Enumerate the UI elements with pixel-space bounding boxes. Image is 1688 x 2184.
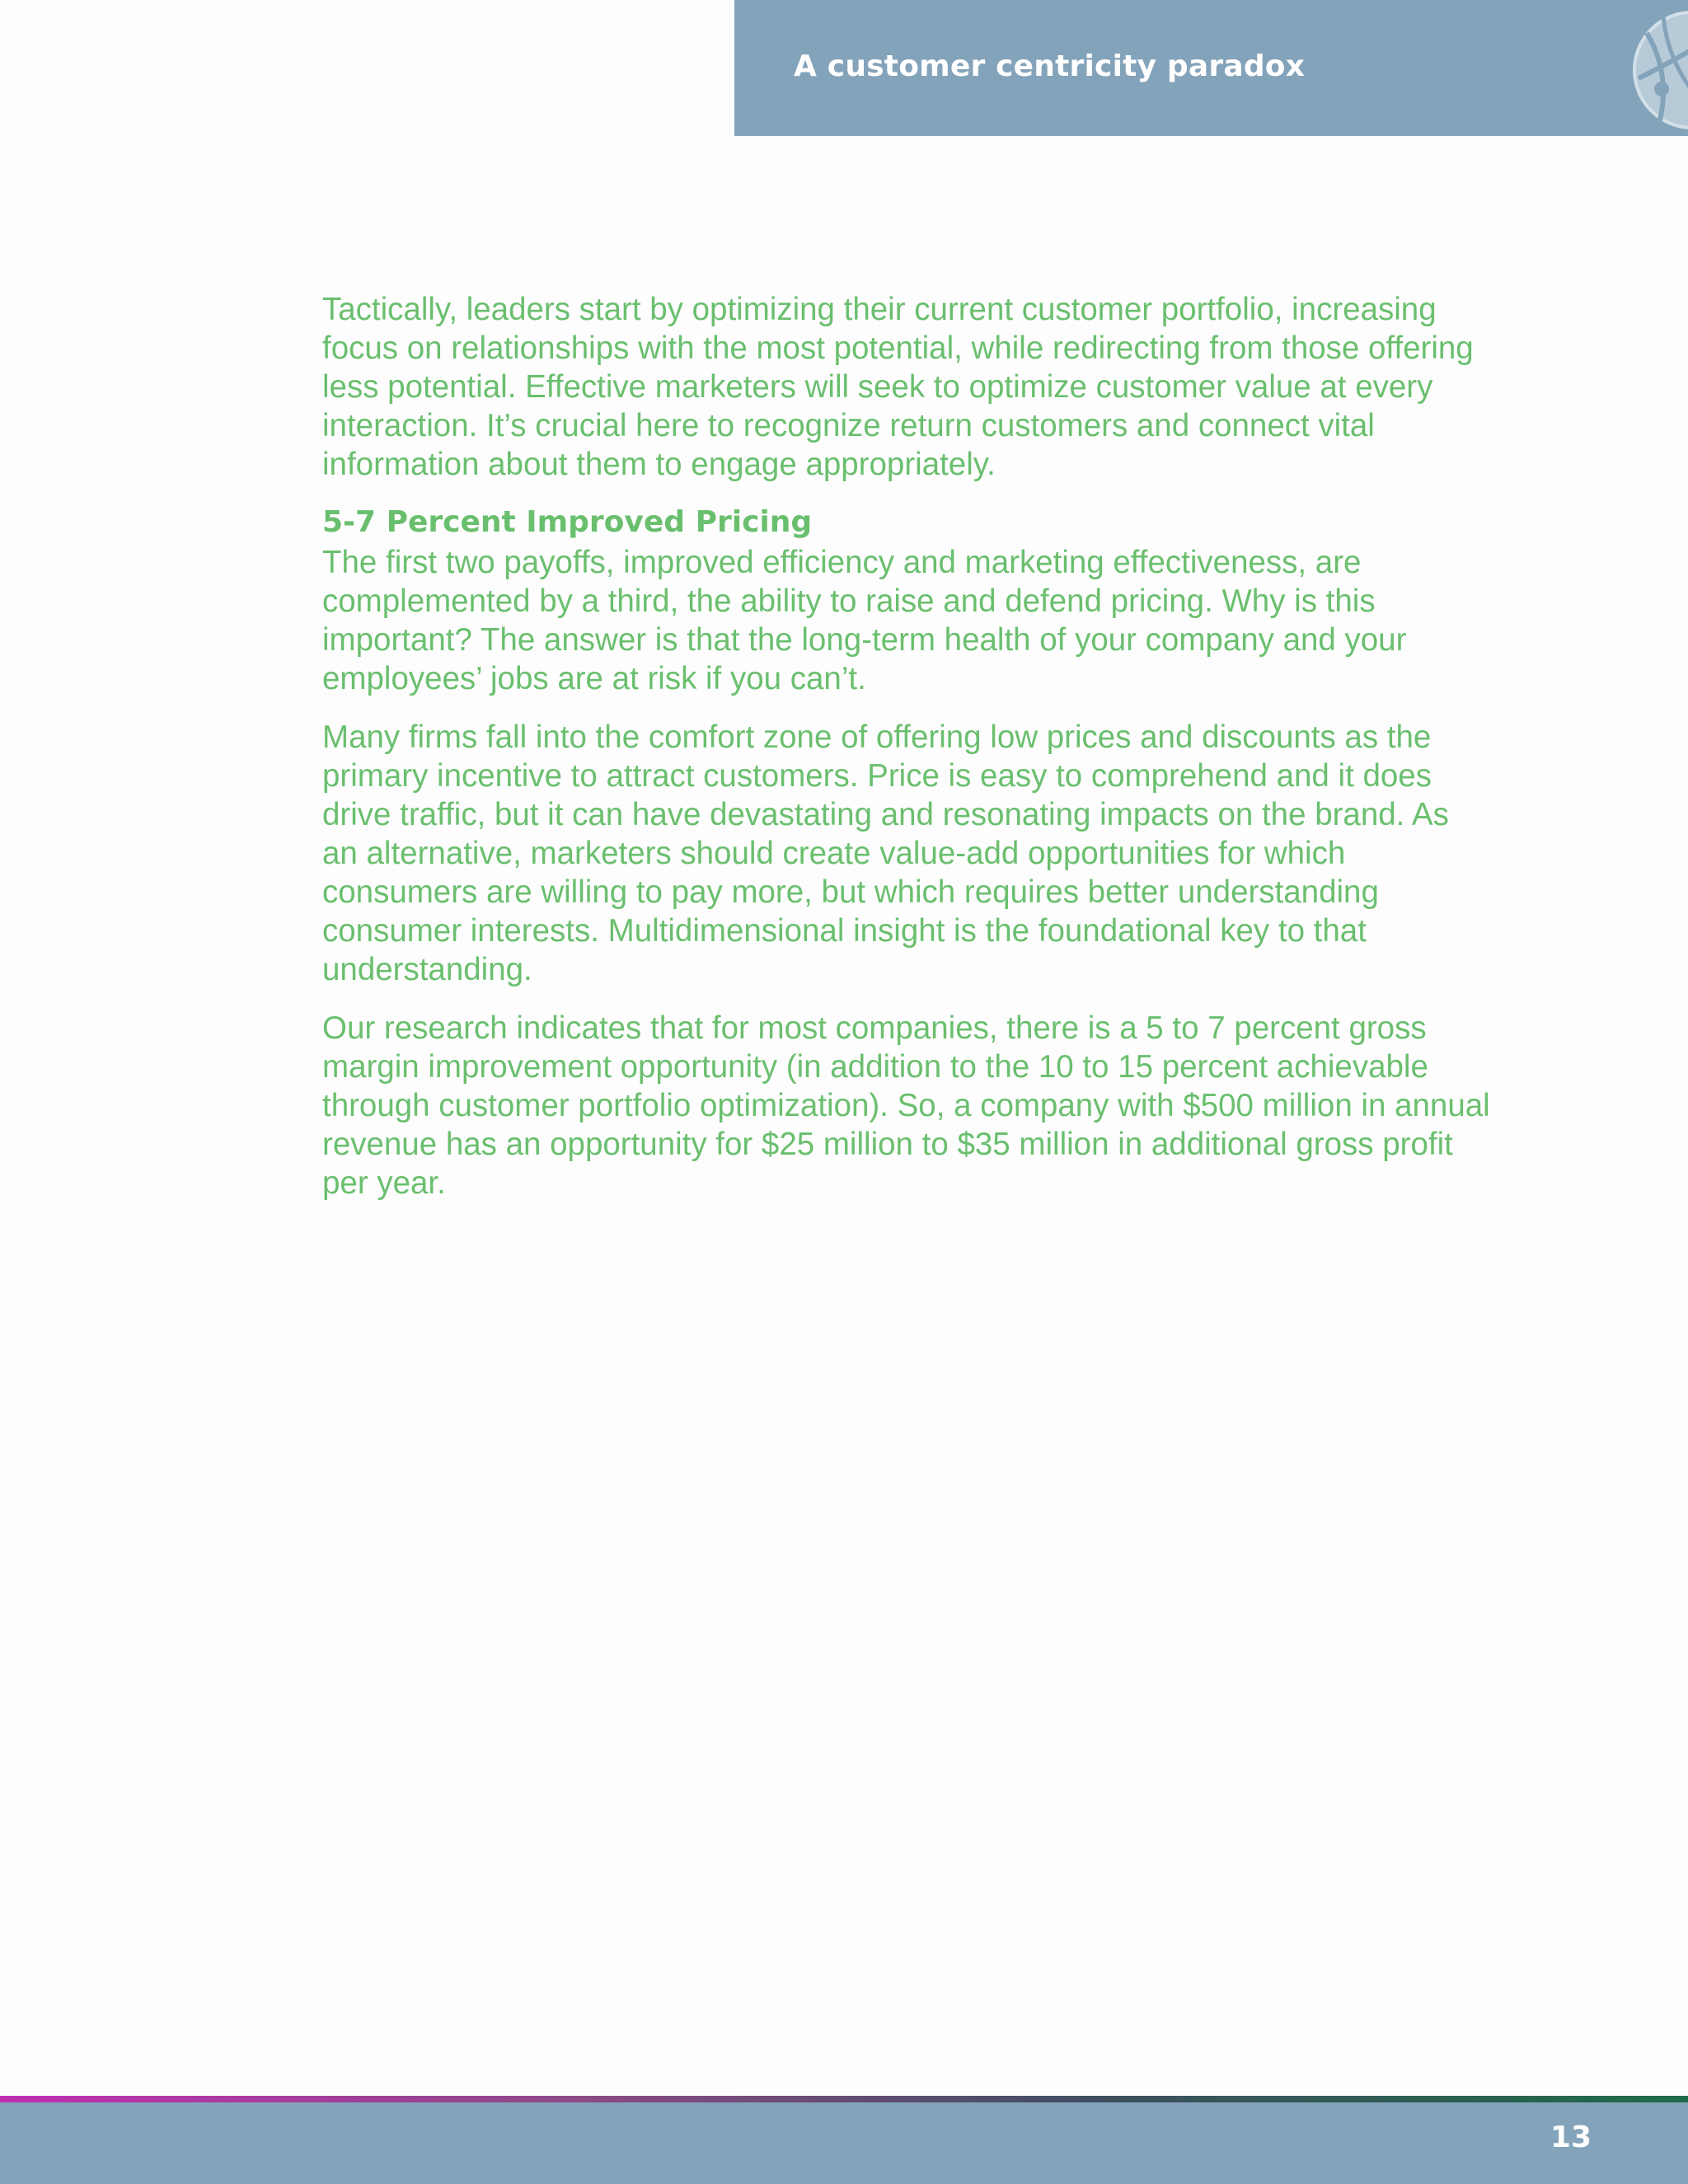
footer-band xyxy=(0,2102,1688,2184)
header-band xyxy=(734,0,1688,136)
header-title: A customer centricity paradox xyxy=(794,49,1306,83)
body-paragraph: The first two payoffs, improved efficiency and marketing effectiveness, are complemented by a third, the ability to raise and defend pricing. Why is this important? The answer is that the long-term health of your company and your employees’ jobs are at risk if you can’t. xyxy=(322,545,1407,696)
section-heading: 5-7 Percent Improved Pricing xyxy=(322,505,813,539)
body-paragraph: Our research indicates that for most companies, there is a 5 to 7 percent gross margin improvement opportunity (in addition to the 10 to 15 percent achievable through customer portfolio optimization). So, a company with $500 million in annual revenue has an opportunity for $25 million to $35 million in additional gross profit per year. xyxy=(322,1010,1490,1201)
body-paragraph: Many firms fall into the comfort zone of offering low prices and discounts as the primary incentive to attract customers. Price is easy to comprehend and it does drive traffic, but it can have devastating and resonating impacts on the brand. As an alternative, marketers should create value-add opportunities for which consumers are willing to pay more, but which requires better understanding consumer interests. Multidimensional insight is the foundational key to that understanding. xyxy=(322,719,1449,987)
footer-accent-line xyxy=(0,2096,1688,2102)
page-number: 13 xyxy=(1550,2121,1592,2154)
body-paragraph: Tactically, leaders start by optimizing their current customer portfolio, increasing focus on relationships with the most potential, while redirecting from those offering less potential. Effective marketers will seek to optimize customer value at every interaction. It’s crucial here to recognize return customers and connect vital information about them to engage appropriately. xyxy=(322,292,1474,482)
globe-icon xyxy=(1614,0,1688,136)
article-body xyxy=(322,290,1493,1222)
